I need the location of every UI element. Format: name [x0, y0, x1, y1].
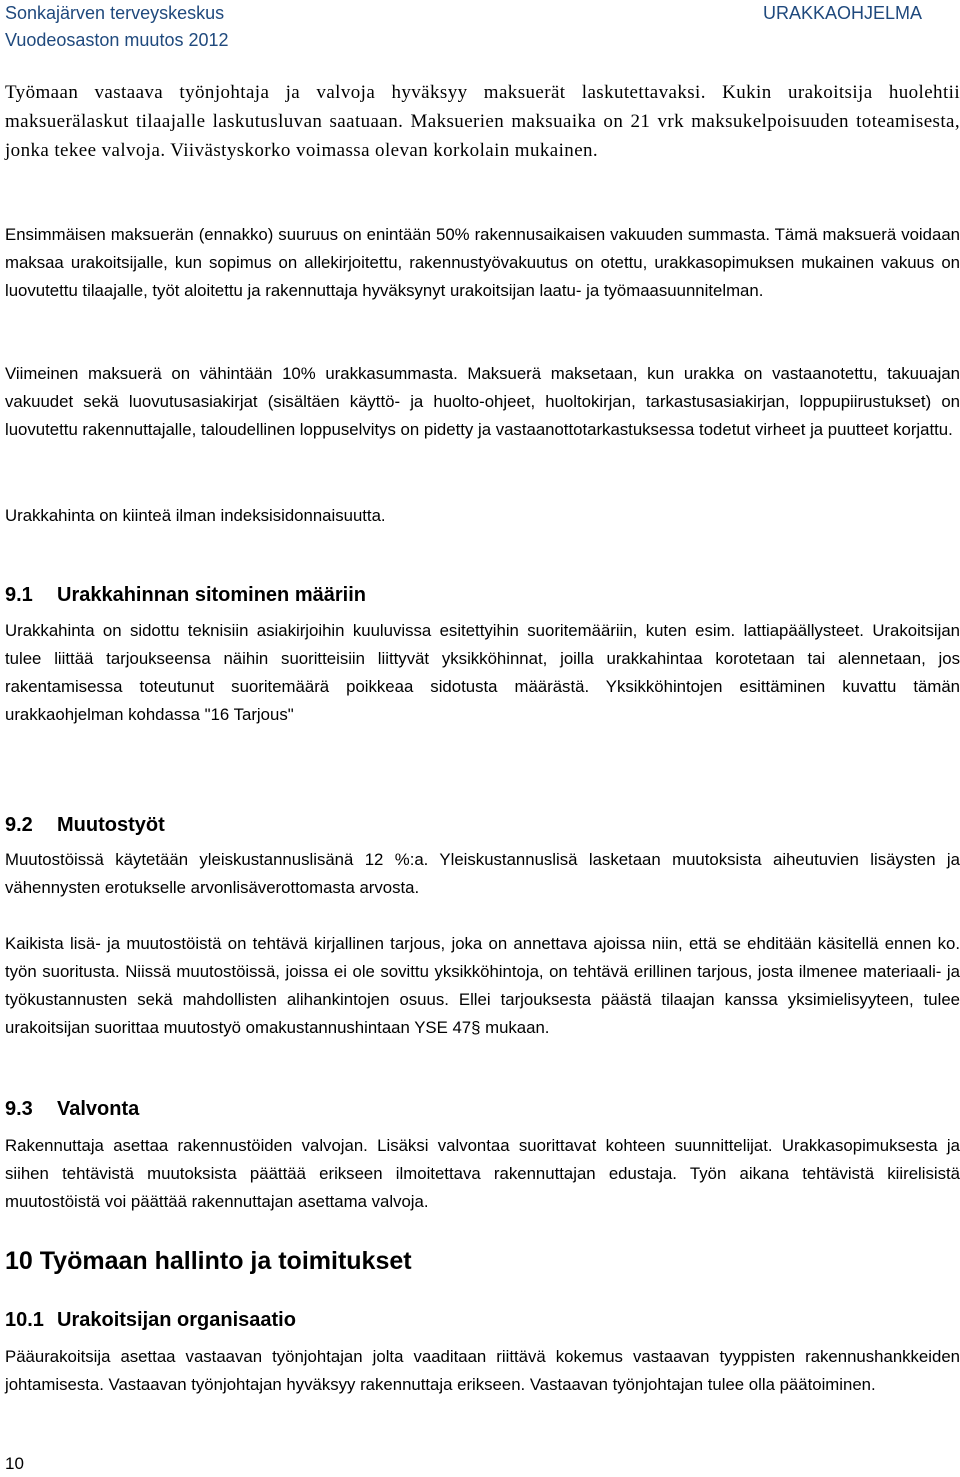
section-number: 10.1	[5, 1309, 44, 1331]
section-title: Urakoitsijan organisaatio	[57, 1309, 296, 1331]
section-number: 9.2	[5, 814, 33, 836]
section-heading-9-1	[5, 580, 960, 610]
section-title: Urakkahinnan sitominen määriin	[57, 584, 366, 606]
header-doc-type: URAKKAOHJELMA	[762, 3, 922, 23]
paragraph-overhead-surcharge: Muutostöissä käytetään yleiskustannuslisänä 12 %:a. Yleiskustannuslisä lasketaan muutoksista aiheutuvien lisäysten ja vähennysten erotukselle arvonlisäverottomasta arvosta.	[5, 850, 960, 897]
paragraph-contractor-organisation: Pääurakoitsija asettaa vastaavan työnjohtajan jolta vaaditaan riittävä kokemus vastaavan tyyppisten rakennushankkeiden johtamisesta. Vastaavan työnjohtajan hyväksyy rakennuttaja erikseen. Vastaavan työnjohtajan tulee olla päätoiminen.	[5, 1347, 960, 1394]
header-project: Vuodeosaston muutos 2012	[5, 30, 229, 50]
chapter-number: 10	[5, 1247, 33, 1275]
section-title: Muutostyöt	[57, 814, 165, 836]
section-heading-9-3	[5, 1094, 960, 1124]
chapter-title: Työmaan hallinto ja toimitukset	[39, 1247, 412, 1275]
paragraph-fixed-price: Urakkahinta on kiinteä ilman indeksisidonnaisuutta.	[5, 506, 386, 525]
page-header	[5, 0, 922, 54]
header-org: Sonkajärven terveyskeskus	[5, 3, 225, 23]
paragraph-first-installment: Ensimmäisen maksuerän (ennakko) suuruus on enintään 50% rakennusaikaisen vakuuden summasta. Tämä maksuerä voidaan maksaa urakoitsijalle, kun sopimus on allekirjoitettu, rakennustyövakuutus on otettu, urakkasopimuksen mukainen vakuus on luovutettu tilaajalle, työt aloitettu ja rakennuttaja hyväksynyt urakoitsijan laatu- ja työmaasuunnitelman.	[5, 225, 960, 300]
paragraph-supervision: Rakennuttaja asettaa rakennustöiden valvojan. Lisäksi valvontaa suorittavat kohteen suunnittelijat. Urakkasopimuksesta ja siihen tehtävistä muutoksista päättää erikseen ilmoitettava rakennuttajan edustaja. Työn aikana tehtävistä kiirelisistä muutostöistä voi päättää rakennuttajan asettama valvoja.	[5, 1136, 960, 1211]
section-number: 9.1	[5, 584, 33, 606]
paragraph-payment-approval: Työmaan vastaava työnjohtaja ja valvoja hyväksyy maksuerät laskutettavaksi. Kukin urakoitsija huolehtii maksuerälaskut tilaajalle laskutusluvan saatuaan. Maksuerien maksuaika on 21 vrk maksukelpoisuuden toteamisesta, jonka tekee valvoja. Viivästyskorko voimassa olevan korkolain mukainen.	[5, 82, 960, 161]
section-heading-9-2	[5, 810, 960, 840]
paragraph-last-installment: Viimeinen maksuerä on vähintään 10% urakkasummasta. Maksuerä maksetaan, kun urakka on vastaanotettu, takuuajan vakuudet sekä luovutusasiakirjat (sisältäen käyttö- ja huolto-ohjeet, huoltokirjan, tarkastusasiakirjan, loppupiirustukset) on luovutettu rakennuttajalle, taloudellinen loppuselvitys on pidetty ja vastaanottotarkastuksessa todetut virheet ja puutteet korjattu.	[5, 364, 960, 439]
section-title: Valvonta	[57, 1098, 140, 1120]
chapter-heading-10	[5, 1244, 960, 1278]
paragraph-quantity-binding: Urakkahinta on sidottu teknisiin asiakirjoihin kuuluvissa esitettyihin suoritemääriin, kuten esim. lattiapäällysteet. Urakoitsijan tulee liittää tarjoukseensa näihin suoritteisiin liittyvät yksikköhinnat, joilla urakkahintaa korotetaan tai alennetaan, jos rakentamisessa toteutunut suoritemäärä poikkeaa sidotusta määrästä. Yksikköhintojen esittäminen kuvattu tämän urakkaohjelman kohdassa "16 Tarjous"	[5, 621, 960, 724]
page-number: 10	[5, 1454, 24, 1473]
section-heading-10-1	[5, 1305, 960, 1335]
paragraph-change-work-offers: Kaikista lisä- ja muutostöistä on tehtävä kirjallinen tarjous, joka on annettava ajoissa niin, että se ehditään käsitellä ennen ko. työn suoritusta. Niissä muutostöissä, joissa ei ole sovittu yksikköhintoja, on tehtävä erillinen tarjous, josta ilmenee materiaali- ja työkustannusten sekä mahdollisten alihankintojen osuus. Ellei tarjouksesta päästä tilaajan kanssa yksimielisyyteen, tulee urakoitsijan suorittaa muutostyö omakustannushintaan YSE 47§ mukaan.	[5, 934, 960, 1037]
section-number: 9.3	[5, 1098, 33, 1120]
